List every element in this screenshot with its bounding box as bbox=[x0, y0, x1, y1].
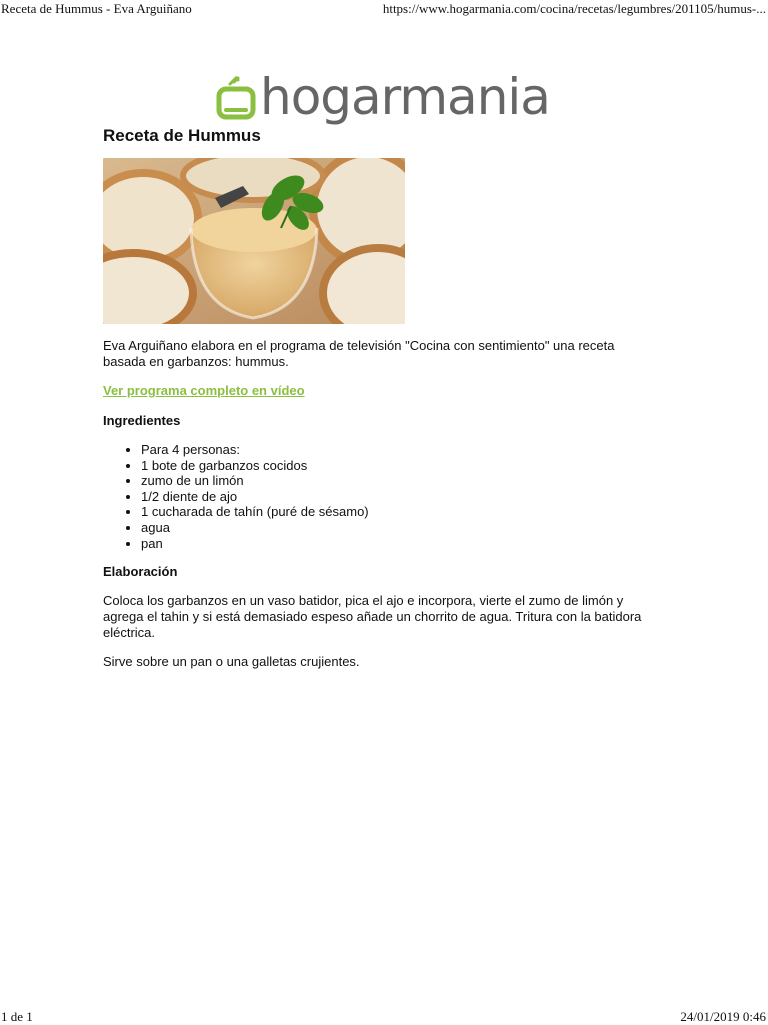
logo-wordmark bbox=[260, 68, 550, 126]
article-title: Receta de Hummus bbox=[103, 126, 261, 145]
list-item: • 1/2 diente de ajo bbox=[141, 489, 643, 505]
list-item: • 1 cucharada de tahín (puré de sésamo) bbox=[141, 504, 643, 520]
list-item: • Para 4 personas: bbox=[141, 442, 643, 458]
list-item: • agua bbox=[141, 520, 643, 536]
print-footer-date: 24/01/2019 0:46 bbox=[680, 1009, 766, 1024]
video-link[interactable]: Ver programa completo en vídeo bbox=[103, 383, 305, 398]
logo-part-mania: mania bbox=[399, 68, 550, 126]
hummus-photo-illustration bbox=[103, 158, 405, 324]
print-header-url: https://www.hogarmania.com/cocina/recetas/legumbres/201105/humus-... bbox=[382, 1, 766, 16]
print-footer-page: 1 de 1 bbox=[1, 1009, 33, 1024]
house-tv-icon bbox=[216, 74, 256, 120]
elaboration-paragraph-2: Sirve sobre un pan o una galletas crujientes. bbox=[103, 654, 360, 670]
list-item: • 1 bote de garbanzos cocidos bbox=[141, 458, 643, 474]
elaboration-paragraph-1: Coloca los garbanzos en un vaso batidor, pica el ajo e incorpora, vierte el zumo de limón y agrega el tahin y si está demasiado espeso añade un chorrito de agua. Tritura con la batidora eléctrica. bbox=[103, 593, 642, 641]
hogarmania-logo[interactable] bbox=[216, 64, 556, 130]
list-item: • zumo de un limón bbox=[141, 473, 643, 489]
ingredients-list bbox=[103, 442, 643, 551]
article-intro: Eva Arguiñano elabora en el programa de televisión "Cocina con sentimiento" una receta basada en garbanzos: hummus. bbox=[103, 338, 615, 369]
hummus-photo bbox=[103, 158, 405, 324]
logo-part-hogar: hogar bbox=[260, 68, 400, 126]
print-header-title: Receta de Hummus - Eva Arguiñano bbox=[1, 1, 192, 16]
elaboration-title: Elaboración bbox=[103, 564, 178, 580]
article-content bbox=[103, 126, 643, 670]
ingredients-title: Ingredientes bbox=[103, 413, 181, 428]
list-item: • pan bbox=[141, 536, 643, 552]
